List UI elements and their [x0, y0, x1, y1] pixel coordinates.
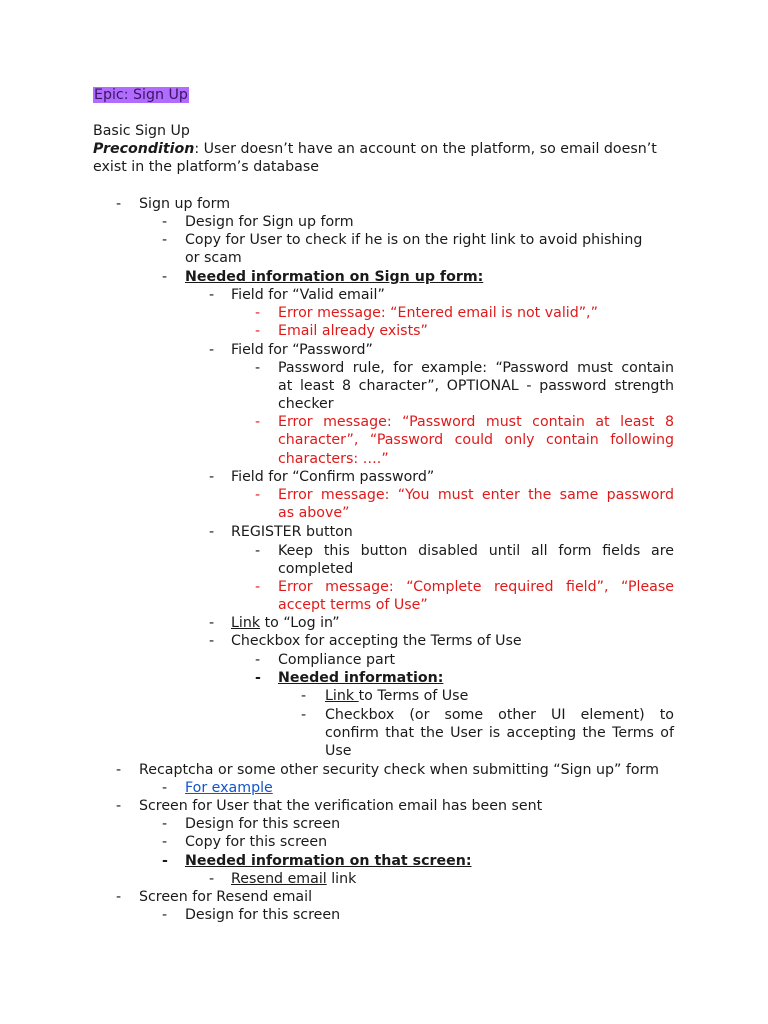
bullet-dash: - — [255, 652, 261, 668]
precondition-line — [93, 140, 657, 158]
list-item-copy-check: Copy for User to check if he is on the right link to avoid phishing — [185, 232, 643, 248]
list-item-copy-screen: Copy for this screen — [185, 834, 328, 850]
bullet-dash: - — [116, 196, 122, 212]
section-title: Basic Sign Up — [93, 123, 190, 139]
list-item-verify-screen: Screen for User that the verification email has been sent — [139, 798, 543, 814]
list-item-design-screen-2: Design for this screen — [185, 907, 341, 923]
list-item-signup-form: Sign up form — [139, 196, 231, 212]
list-item-register-button: REGISTER button — [231, 524, 353, 540]
needed-info-screen-heading: Needed information on that screen: — [185, 853, 472, 869]
resend-email-link[interactable]: Resend email — [231, 871, 327, 887]
list-item-resend-screen: Screen for Resend email — [139, 889, 313, 905]
list-item-field-email: Field for “Valid email” — [231, 287, 385, 303]
error-email-invalid: Error message: “Entered email is not valid”,” — [278, 305, 598, 321]
precondition-text: : User doesn’t have an account on the platform, so email doesn’t — [194, 141, 657, 157]
bullet-dash: - — [209, 287, 215, 303]
bullet-dash: - — [255, 414, 261, 430]
bullet-dash: - — [209, 615, 215, 631]
password-rule-line-3: checker — [278, 396, 334, 412]
list-item-copy-check-cont: or scam — [185, 250, 242, 266]
bullet-dash: - — [255, 487, 261, 503]
login-link[interactable]: Link — [231, 615, 261, 631]
bullet-dash: - — [255, 670, 261, 686]
list-item-recaptcha: Recaptcha or some other security check when submitting “Sign up” form — [139, 762, 659, 778]
bullet-dash: - — [162, 907, 168, 923]
keep-disabled-line-2: completed — [278, 561, 354, 577]
bullet-dash: - — [255, 579, 261, 595]
bullet-dash: - — [209, 342, 215, 358]
list-item-terms-link: Link to Terms of Use — [325, 688, 469, 704]
list-item-compliance: Compliance part — [278, 652, 396, 668]
bullet-dash: - — [209, 524, 215, 540]
terms-link[interactable]: Link — [325, 688, 359, 704]
list-item-design-form: Design for Sign up form — [185, 214, 354, 230]
error-password-line-3: characters: ….” — [278, 451, 389, 467]
for-example-link[interactable]: For example — [185, 780, 273, 796]
precondition-label: Precondition — [93, 141, 195, 157]
bullet-dash: - — [209, 469, 215, 485]
bullet-dash: - — [162, 780, 168, 796]
password-rule-line-2: at least 8 character”, OPTIONAL - password strength — [278, 378, 674, 394]
bullet-dash: - — [116, 798, 122, 814]
epic-title: Epic: Sign Up — [94, 87, 188, 103]
list-item-checkbox-terms: Checkbox for accepting the Terms of Use — [231, 633, 522, 649]
keep-disabled-line-1: Keep this button disabled until all form fields are — [278, 543, 674, 559]
error-confirm-line-2: as above” — [278, 505, 350, 521]
bullet-dash: - — [255, 323, 261, 339]
bullet-dash: - — [255, 305, 261, 321]
bullet-dash: - — [116, 762, 122, 778]
precondition-line-2: exist in the platform’s database — [93, 159, 319, 175]
error-required-line-1: Error message: “Complete required field”, “Please — [278, 579, 674, 595]
error-required-line-2: accept terms of Use” — [278, 597, 428, 613]
checkbox-ui-line-3: Use — [325, 743, 352, 759]
bullet-dash: - — [209, 871, 215, 887]
bullet-dash: - — [301, 688, 307, 704]
list-item-design-screen: Design for this screen — [185, 816, 341, 832]
list-item-field-password: Field for “Password” — [231, 342, 373, 358]
bullet-dash: - — [162, 214, 168, 230]
bullet-dash: - — [255, 360, 261, 376]
password-rule-line-1: Password rule, for example: “Password must contain — [278, 360, 674, 376]
list-item-login-link: Link to “Log in” — [231, 615, 340, 631]
checkbox-ui-line-1: Checkbox (or some other UI element) to — [325, 707, 674, 723]
needed-info-heading: Needed information: — [278, 670, 444, 686]
error-confirm-line-1: Error message: “You must enter the same password — [278, 487, 674, 503]
error-password-line-2: character”, “Password could only contain following — [278, 432, 674, 448]
bullet-dash: - — [162, 834, 168, 850]
bullet-dash: - — [162, 853, 168, 869]
bullet-dash: - — [255, 543, 261, 559]
bullet-dash: - — [209, 633, 215, 649]
bullet-dash: - — [162, 269, 168, 285]
bullet-dash: - — [301, 707, 307, 723]
list-item-field-confirm: Field for “Confirm password” — [231, 469, 435, 485]
bullet-dash: - — [116, 889, 122, 905]
bullet-dash: - — [162, 232, 168, 248]
needed-info-form-heading: Needed information on Sign up form: — [185, 269, 484, 285]
error-password-line-1: Error message: “Password must contain at least 8 — [278, 414, 674, 430]
error-email-exists: Email already exists” — [278, 323, 428, 339]
list-item-resend-link: Resend email link — [231, 871, 357, 887]
bullet-dash: - — [162, 816, 168, 832]
checkbox-ui-line-2: confirm that the User is accepting the Terms of — [325, 725, 674, 741]
